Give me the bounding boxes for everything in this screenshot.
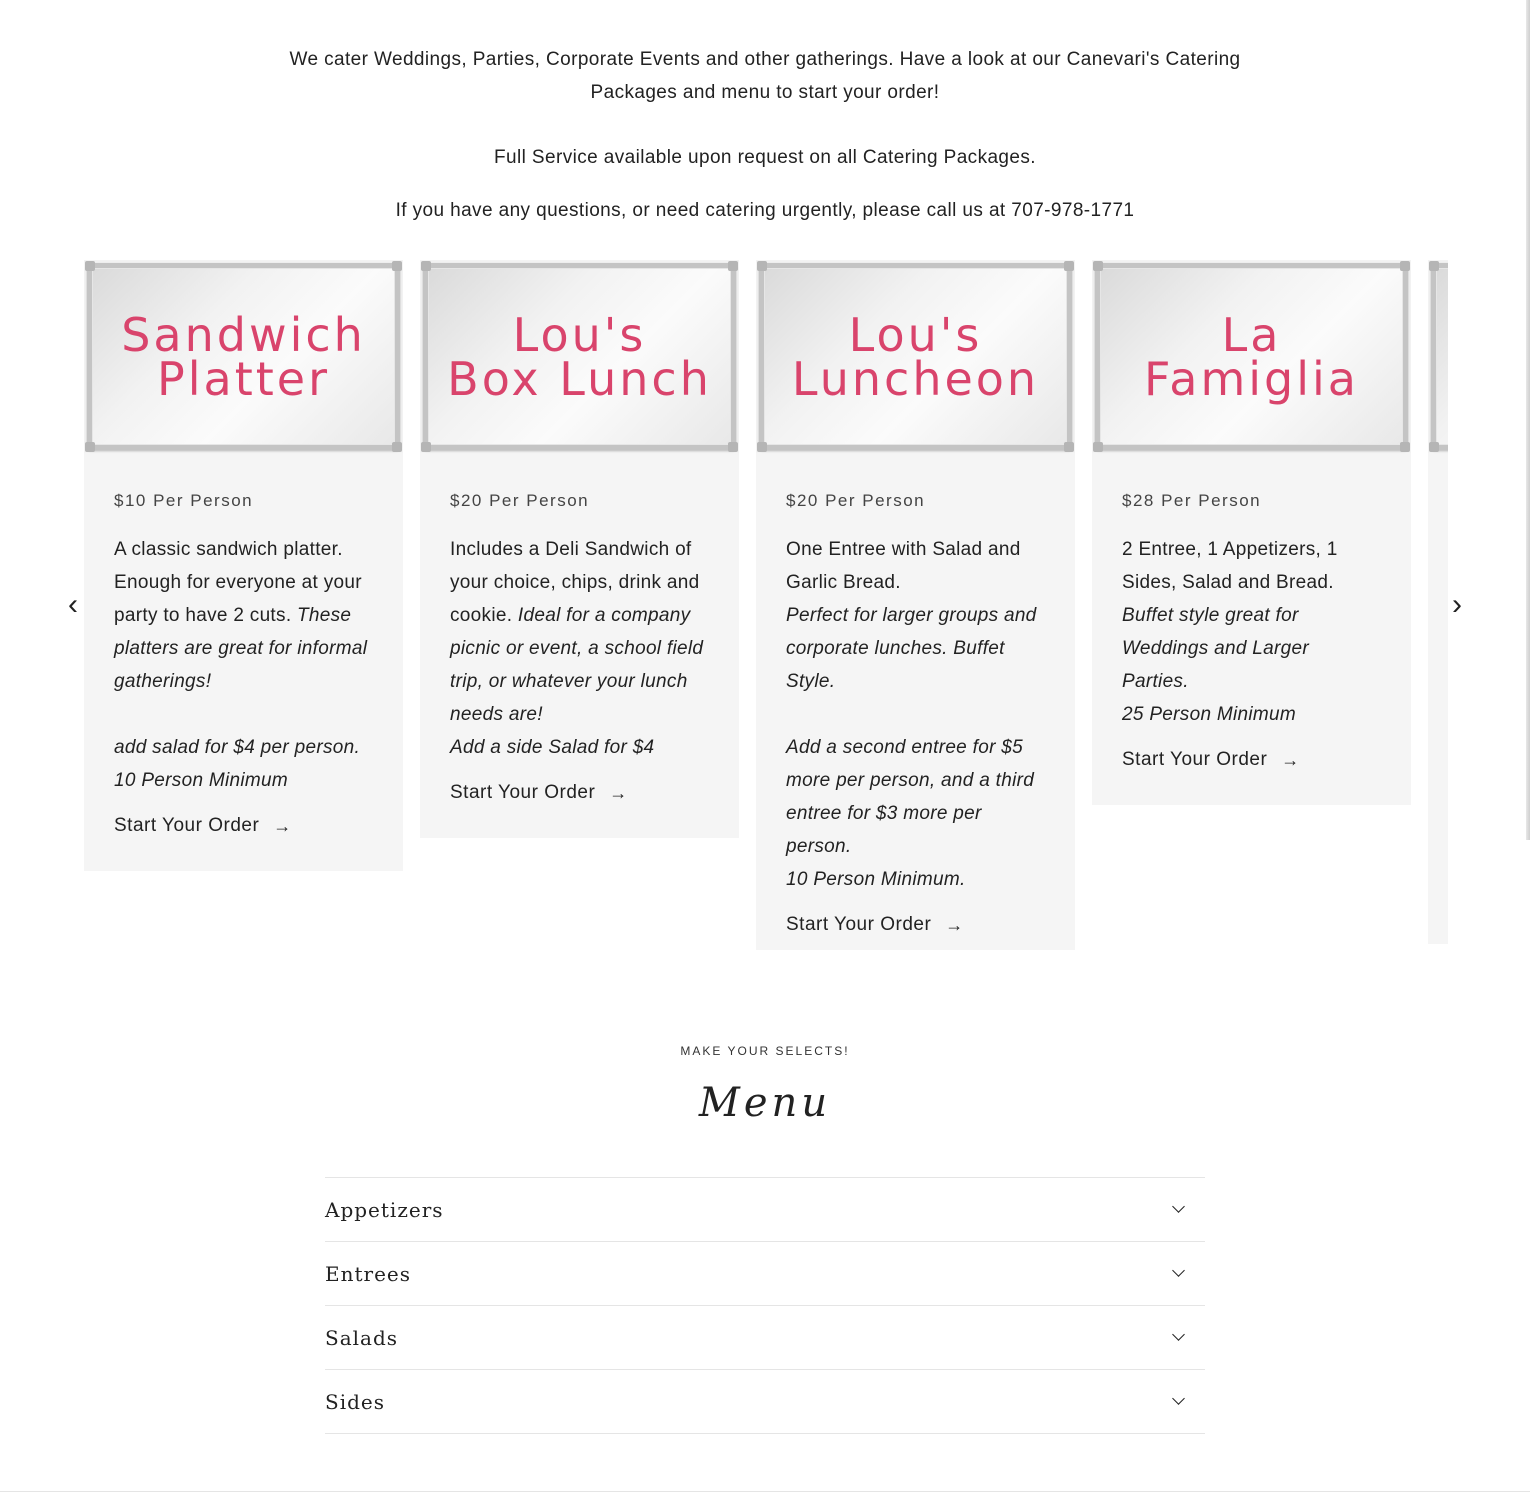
package-price: $10 Per Person [114, 491, 254, 510]
description-text: A classic sandwich platter. Enough for everyone at your party to have 2 cuts. [114, 539, 362, 626]
arrow-right-icon: → [609, 782, 628, 803]
full-service-note [0, 141, 1530, 174]
menu-accordion [325, 1177, 1205, 1434]
package-description [786, 533, 1045, 896]
chevron-down-icon [1172, 1264, 1185, 1277]
menu-heading: Menu [698, 1080, 832, 1126]
accordion-item-salads[interactable] [325, 1306, 1205, 1370]
start-order-link[interactable] [450, 782, 628, 804]
accordion-label: Salads [325, 1325, 399, 1350]
chevron-down-icon [1172, 1328, 1185, 1341]
start-order-link[interactable] [1122, 749, 1300, 771]
description-highlight: Perfect for larger groups and corporate lunches. Buffet Style. [786, 605, 1037, 692]
package-price: $20 Per Person [450, 491, 590, 510]
packages-carousel [84, 260, 1448, 950]
accordion-item-appetizers[interactable] [325, 1178, 1205, 1242]
description-highlight: These platters are great for informal gatherings! [114, 605, 368, 692]
description-addon: Add a side Salad for $4 [450, 737, 655, 758]
chevron-down-icon [1172, 1392, 1185, 1405]
full-service-text: Full Service available upon request on all Catering Packages. [494, 147, 1036, 168]
menu-kicker: MAKE YOUR SELECTS! [680, 1044, 850, 1058]
package-title: Sandwich Platter [121, 307, 366, 406]
package-price: $20 Per Person [786, 491, 926, 510]
intro-paragraph [0, 43, 1530, 109]
arrow-right-icon: → [945, 914, 964, 935]
arrow-right-icon: → [1281, 749, 1300, 770]
package-card [756, 260, 1075, 950]
start-order-label: Start Your Order [786, 914, 932, 935]
start-order-label: Start Your Order [1122, 749, 1268, 770]
package-description [450, 533, 709, 764]
description-highlight: Buffet style great for Weddings and Larger Parties. [1122, 605, 1310, 692]
description-text: One Entree with Salad and Garlic Bread. [786, 539, 1021, 593]
package-board-image [1428, 260, 1448, 453]
description-minimum: 10 Person Minimum [114, 770, 289, 791]
description-text: 2 Entree, 1 Appetizers, 1 Sides, Salad and Bread. [1122, 539, 1338, 593]
package-card [420, 260, 739, 838]
accordion-label: Entrees [325, 1261, 412, 1286]
description-addon: add salad for $4 per person. [114, 737, 361, 758]
description-highlight: Ideal for a company picnic or event, a school field trip, or whatever your lunch needs are! [450, 605, 704, 725]
intro-text: We cater Weddings, Parties, Corporate Events and other gatherings. Have a look at our Canevari's Catering Packages and menu to start your order! [289, 49, 1241, 103]
package-card [84, 260, 403, 871]
package-description [1122, 533, 1381, 731]
description-minimum: 10 Person Minimum. [786, 869, 966, 890]
package-title: La Famiglia [1144, 307, 1359, 406]
accordion-item-entrees[interactable] [325, 1242, 1205, 1306]
description-minimum: 25 Person Minimum [1122, 704, 1297, 725]
chevron-right-icon[interactable]: › [1452, 588, 1462, 621]
package-board-image [420, 260, 739, 453]
package-description [114, 533, 373, 797]
chevron-left-icon[interactable]: ‹ [68, 588, 78, 621]
start-order-label: Start Your Order [114, 815, 260, 836]
contact-note [0, 194, 1530, 227]
package-board-image [1092, 260, 1411, 453]
package-board-image [84, 260, 403, 453]
package-board-image [756, 260, 1075, 453]
package-card [1092, 260, 1411, 805]
package-price: $28 Per Person [1122, 491, 1262, 510]
arrow-right-icon: → [273, 815, 292, 836]
accordion-label: Sides [325, 1389, 385, 1414]
start-order-link[interactable] [786, 914, 964, 936]
accordion-item-sides[interactable] [325, 1370, 1205, 1434]
description-text: Includes a Deli Sandwich of your choice, chips, drink and cookie. [450, 539, 700, 626]
section-divider [0, 1491, 1530, 1492]
start-order-link[interactable] [114, 815, 292, 837]
package-title: Lou's Luncheon [791, 307, 1040, 406]
description-addon: Add a second entree for $5 more per person, and a third entree for $3 more per person. [786, 737, 1035, 857]
accordion-label: Appetizers [325, 1197, 444, 1222]
scrollbar[interactable] [1526, 0, 1530, 840]
start-order-label: Start Your Order [450, 782, 596, 803]
contact-text: If you have any questions, or need catering urgently, please call us at 707-978-1771 [395, 200, 1135, 221]
package-title: Lou's Box Lunch [447, 307, 712, 406]
chevron-down-icon [1172, 1200, 1185, 1213]
